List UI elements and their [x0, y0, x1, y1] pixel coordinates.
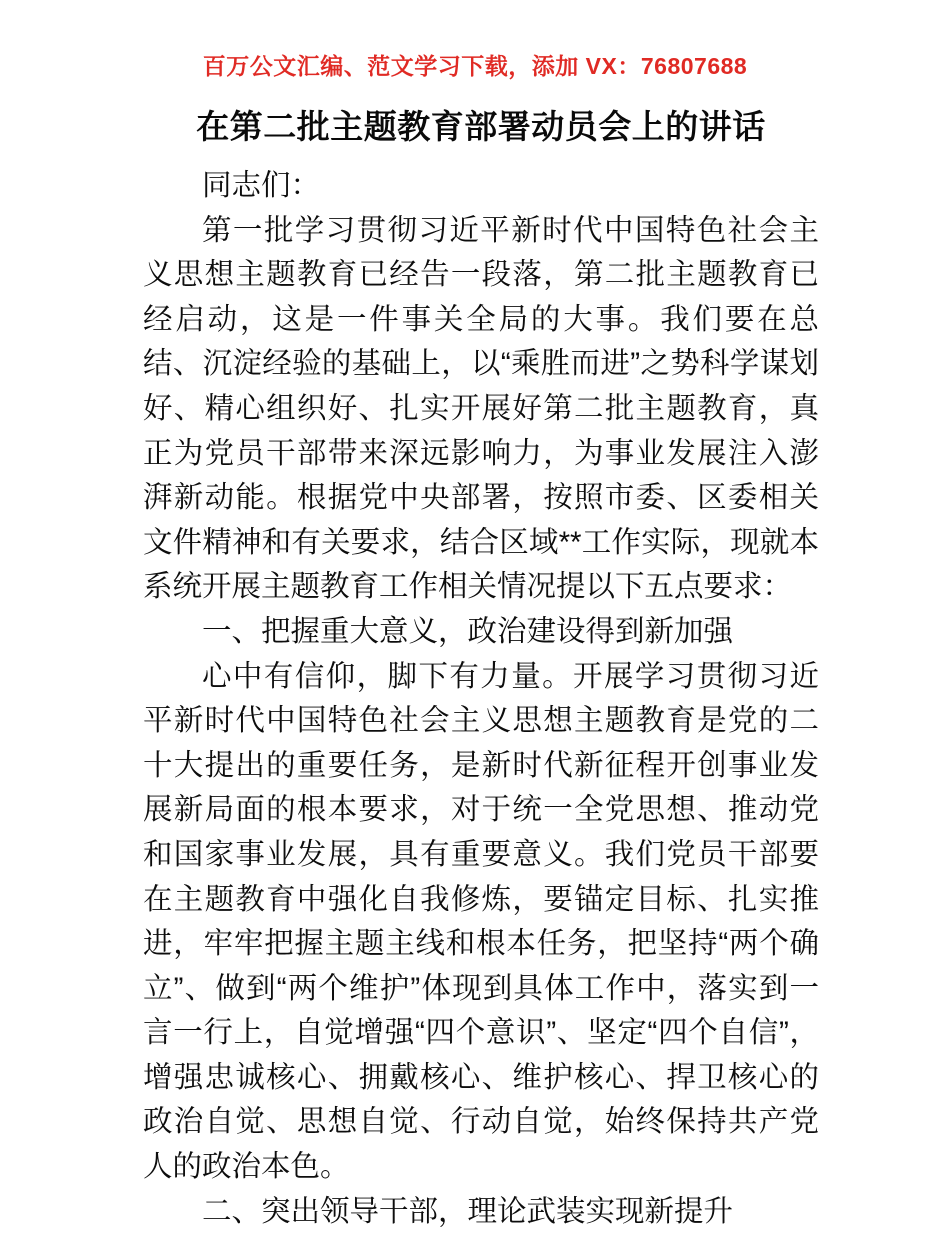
salutation: 同志们：: [202, 169, 321, 202]
intro-paragraph: 第一批学习贯彻习近平新时代中国特色社会主义思想主题教育已经告一段落，第二批主题教育已经启动，这是一件事关全局的大事。我们要在总结、沉淀经验的基础上，以“乘胜而进”之势科学谋划好、精心组织好、扎实开展好第二批主题教育，真正为党员干部带来深远影响力，为事业发展注入澎湃新动能。根据党中央部署，按照市委、区委相关文件精神和有关要求，结合区域**工作实际，现就本系统开展主题教育工作相关情况提以下五点要求：: [143, 213, 819, 604]
section-1-paragraph: 心中有信仰，脚下有力量。开展学习贯彻习近平新时代中国特色社会主义思想主题教育是党的二十大提出的重要任务，是新时代新征程开创事业发展新局面的根本要求，对于统一全党思想、推动党和国家事业发展，具有重要意义。我们党员干部要在主题教育中强化自我修炼，要锚定目标、扎实推进，牢牢把握主题主线和根本任务，把坚持“两个确立”、做到“两个维护”体现到具体工作中，落实到一言一行上，自觉增强“四个意识”、坚定“四个自信”，增强忠诚核心、拥戴核心、维护核心、捍卫核心的政治自觉、思想自觉、行动自觉，始终保持共产党人的政治本色。: [143, 659, 819, 1184]
section-heading-1: 一、把握重大意义，政治建设得到新加强: [202, 614, 734, 648]
page-title: 在第二批主题教育部署动员会上的讲话: [196, 108, 766, 145]
section-heading-2: 二、突出领导干部，理论武装实现新提升: [202, 1194, 734, 1228]
document-body: [143, 104, 819, 1234]
promo-watermark-text: 百万公文汇编、范文学习下载，添加 VX：76807688: [202, 53, 748, 79]
